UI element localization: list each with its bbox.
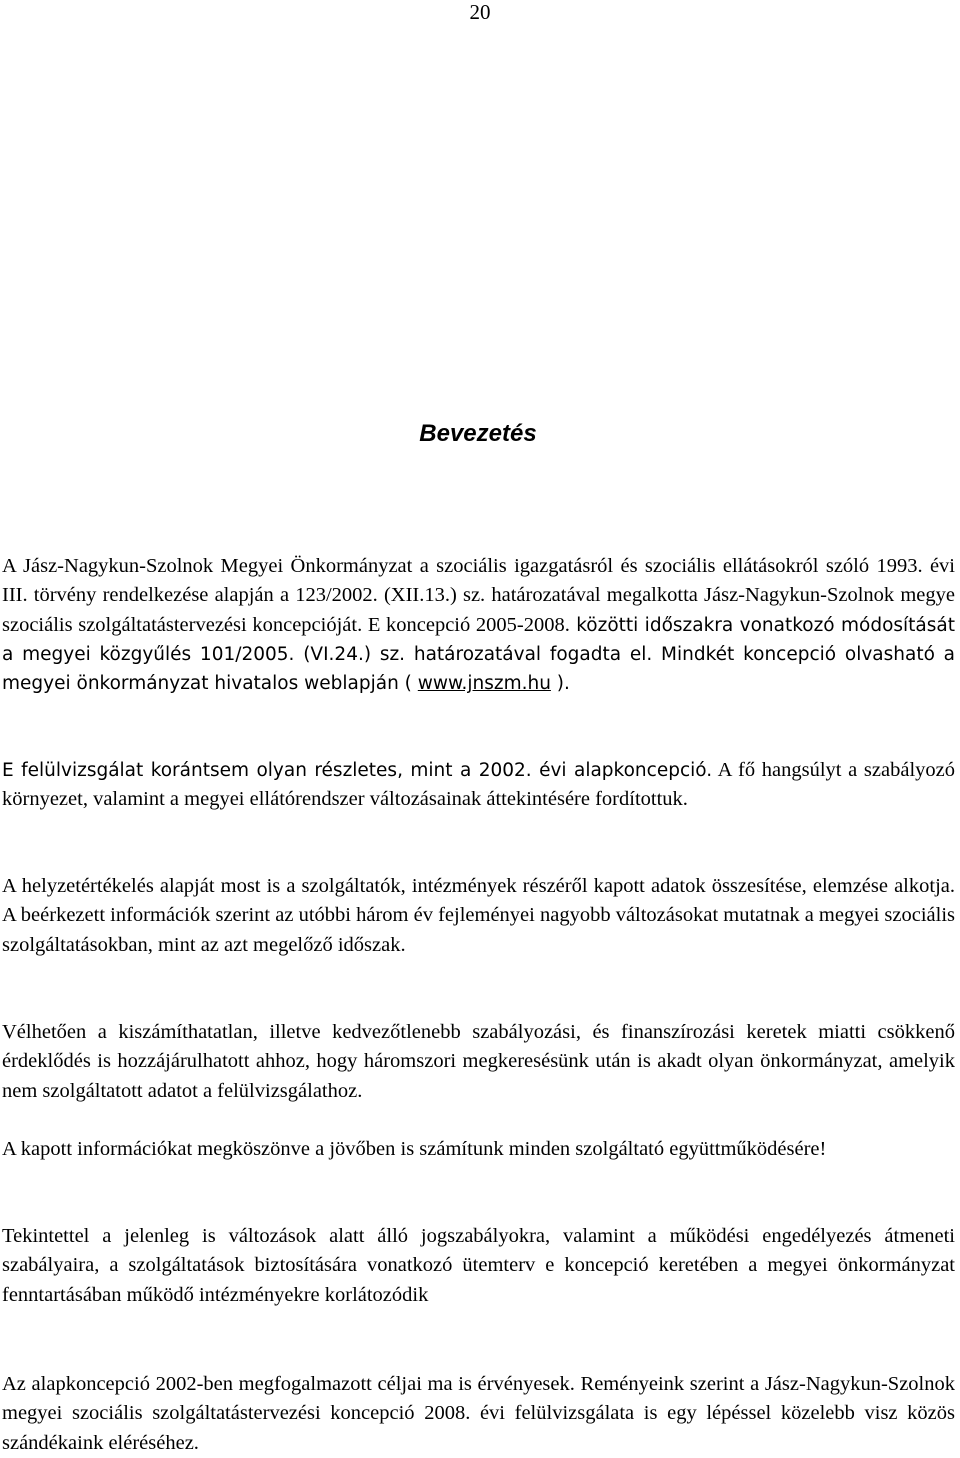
paragraph-review bbox=[2, 756, 955, 815]
paragraph-goals: Az alapkoncepció 2002-ben megfogalmazott céljai ma is érvényesek. Reményeink szerint a Jász-Nagykun-Szolnok megyei szociális szolgáltatástervezési koncepció 2008. évi felülvizsgálata is egy lépéssel közelebb visz közös szándékaink eléréséhez. bbox=[2, 1373, 955, 1454]
paragraph-intro-text-c: ). bbox=[550, 673, 570, 695]
paragraph-intro-text-a: A Jász-Nagykun-Szolnok Megyei Önkormányzat a szociális igazgatásról és szociális ellátásokról szóló 1993. évi III. törvény rendelkezése alapján a 123/2002. (XII.13.) sz. határozatával megalkotta Jász-Nagykun-Szolnok megye szociális szolgáltatástervezési koncepcióját. E koncepció 2005-2008. bbox=[2, 555, 955, 636]
paragraph-review-text-b: A fő hangsúlyt a szabályozó környezet, valamint a megyei ellátórendszer változásainak áttekintésére fordítottuk. bbox=[2, 759, 955, 811]
paragraph-intro-text-b: közötti időszakra vonatkozó módosítását a megyei közgyűlés 101/2005. (VI.24.) sz. határozatával fogadta el. Mindkét koncepció olvasható a megyei önkormányzat hivatalos weblapján ( bbox=[2, 614, 955, 695]
paragraph-thanks: A kapott információkat megköszönve a jövőben is számítunk minden szolgáltató együttműködésére! bbox=[2, 1138, 827, 1160]
paragraph-response: Vélhetően a kiszámíthatatlan, illetve kedvezőtlenebb szabályozási, és finanszírozási keretek miatti csökkenő érdeklődés is hozzájárulhatott ahhoz, hogy háromszori megkeresésünk után is akadt olyan önkormányzat, amelyik nem szolgáltatott adatot a felülvizsgálathoz. bbox=[2, 1021, 955, 1102]
page-title: Bevezetés bbox=[419, 420, 537, 447]
paragraph-assessment: A helyzetértékelés alapját most is a szolgáltatók, intézmények részéről kapott adatok összesítése, elemzése alkotja. A beérkezett információk szerint az utóbbi három év fejleményei nagyobb változásokat mutatnak a megyei szociális szolgáltatásokban, mint az azt megelőző időszak. bbox=[2, 875, 955, 956]
page-number: 20 bbox=[469, 0, 491, 24]
paragraph-review-text-a: E felülvizsgálat korántsem olyan részletes, mint a 2002. évi alapkoncepció. bbox=[2, 760, 713, 781]
website-link[interactable]: www.jnszm.hu bbox=[417, 673, 551, 695]
paragraph-intro bbox=[2, 552, 955, 698]
paragraph-legislation: Tekintettel a jelenleg is változások alatt álló jogszabályokra, valamint a működési engedélyezés átmeneti szabályaira, a szolgáltatások biztosítására vonatkozó ütemterv e koncepció keretében a megyei önkormányzat fenntartásában működő intézményekre korlátozódik bbox=[2, 1225, 955, 1306]
